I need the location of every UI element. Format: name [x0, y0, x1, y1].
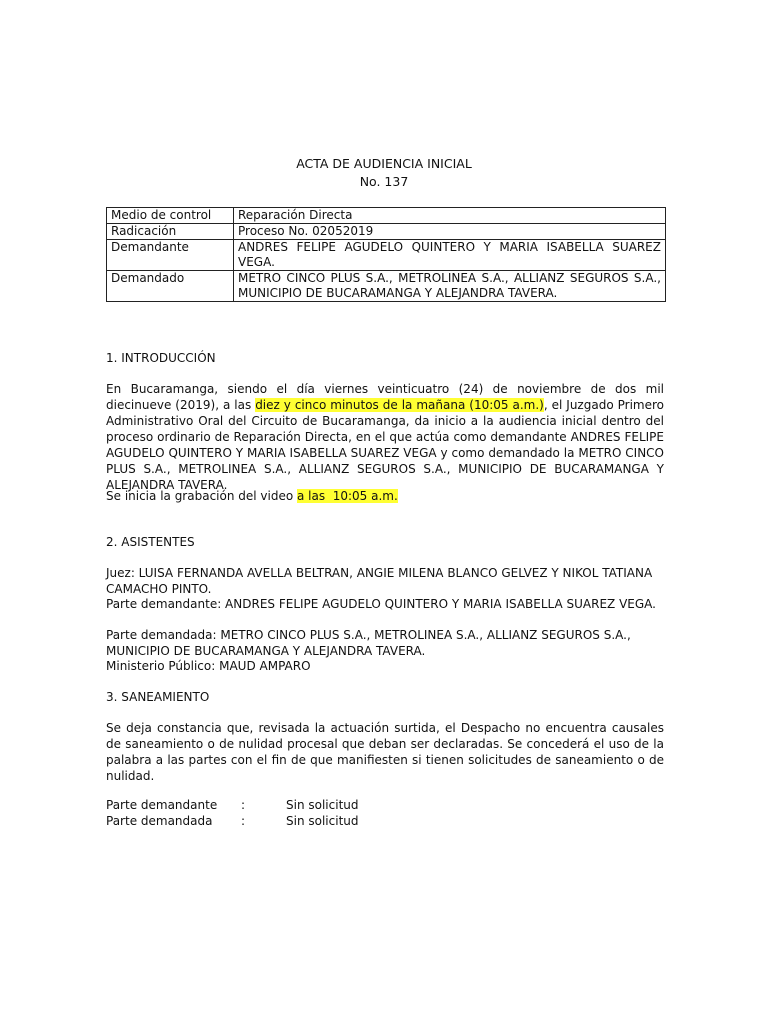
video-start-line — [106, 488, 664, 504]
attendee-demandada: Parte demandada: METRO CINCO PLUS S.A., METROLINEA S.A., ALLIANZ SEGUROS S.A., MUNICIPIO DE BUCARAMANGA Y ALEJANDRA TAVERA. — [106, 628, 631, 658]
section-heading-asistentes: 2. ASISTENTES — [106, 535, 195, 549]
table-row — [107, 240, 666, 271]
party-label: Parte demandante — [106, 798, 218, 812]
section-heading-saneamiento: 3. SANEAMIENTO — [106, 690, 210, 704]
table-cell-value: Reparación Directa — [234, 208, 666, 224]
attendee-demandante: Parte demandante: ANDRES FELIPE AGUDELO QUINTERO Y MARIA ISABELLA SUAREZ VEGA. — [106, 597, 656, 611]
party-label: Parte demandada — [106, 814, 213, 828]
table-row — [107, 224, 666, 240]
table-cell-label: Demandante — [107, 240, 234, 271]
table-cell-label: Demandado — [107, 271, 234, 302]
table-cell-label: Radicación — [107, 224, 234, 240]
party-value: Sin solicitud — [286, 798, 359, 812]
table-row — [107, 271, 666, 302]
table-cell-value: Proceso No. 02052019 — [234, 224, 666, 240]
document-title: ACTA DE AUDIENCIA INICIAL — [296, 156, 472, 171]
saneamiento-row — [106, 813, 664, 829]
table-row — [107, 208, 666, 224]
highlighted-video-time: a las 10:05 a.m. — [297, 489, 398, 503]
party-value: Sin solicitud — [286, 814, 359, 828]
table-cell-label: Medio de control — [107, 208, 234, 224]
attendee-ministerio: Ministerio Público: MAUD AMPARO — [106, 659, 311, 673]
section-heading-introduccion: 1. INTRODUCCIÓN — [106, 351, 216, 365]
table-cell-value: METRO CINCO PLUS S.A., METROLINEA S.A., ALLIANZ SEGUROS S.A., MUNICIPIO DE BUCARAMANGA Y ALEJANDRA TAVERA. — [234, 271, 666, 302]
paragraph-text: , el Juzgado Primero Administrativo Oral del Circuito de Bucaramanga, da inicio a la audiencia inicial dentro del proceso ordinario de Reparación Directa, en el que actúa como demandante ANDRES FELIPE AGUDELO QUINTERO Y MARIA ISABELLA SUAREZ VEGA y como demandado la METRO CINCO PLUS S.A., METROLINEA S.A., ALLIANZ SEGUROS S.A., MUNICIPIO DE BUCARAMANGA Y ALEJANDRA TAVERA. — [106, 398, 664, 492]
paragraph-text: Se inicia la grabación del video — [106, 489, 297, 503]
table-cell-value: ANDRES FELIPE AGUDELO QUINTERO Y MARIA ISABELLA SUAREZ VEGA. — [234, 240, 666, 271]
saneamiento-paragraph: Se deja constancia que, revisada la actuación surtida, el Despacho no encuentra causales de saneamiento o de nulidad procesal que deban ser declaradas. Se concederá el uso de la palabra a las partes con el fin de que manifiesten si tienen solicitudes de saneamiento o de nulidad. — [106, 721, 664, 783]
paragraph-text: En Bucaramanga, siendo el día viernes veinticuatro (24) de noviembre de dos mil diecinueve (2019), a las — [106, 382, 664, 412]
document-number: No. 137 — [359, 174, 409, 189]
introduccion-paragraph — [106, 381, 664, 493]
saneamiento-row — [106, 797, 664, 813]
separator: : — [241, 798, 246, 812]
attendee-juez: Juez: LUISA FERNANDA AVELLA BELTRAN, ANGIE MILENA BLANCO GELVEZ Y NIKOL TATIANA CAMACHO PINTO. — [106, 566, 653, 596]
case-info-table — [106, 207, 666, 302]
highlighted-time: diez y cinco minutos de la mañana (10:05 a.m.) — [255, 398, 544, 412]
separator: : — [241, 814, 246, 828]
